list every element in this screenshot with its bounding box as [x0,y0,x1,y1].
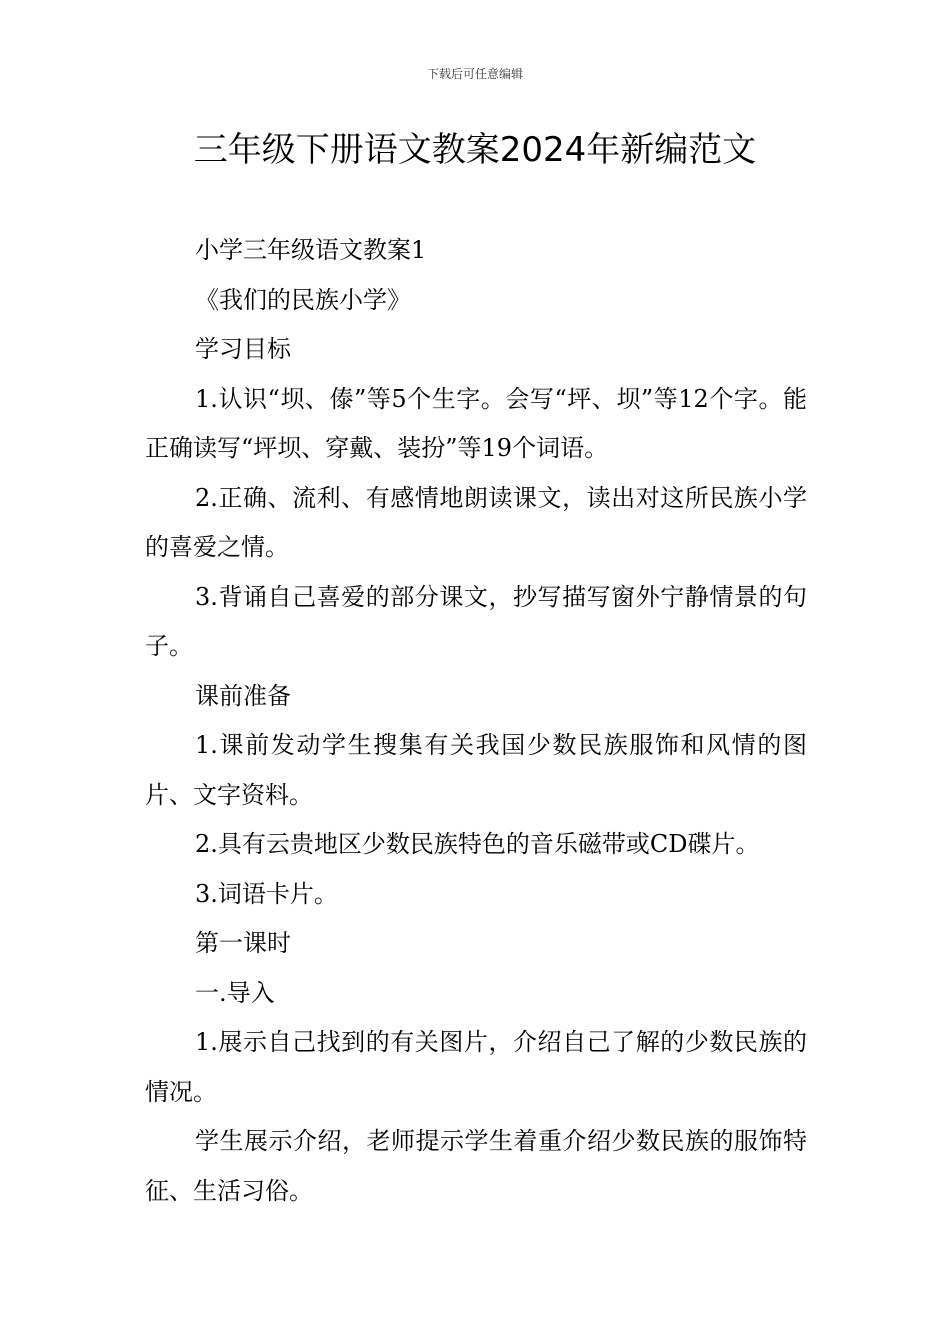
heading-text-title: 《我们的民族小学》 [195,285,411,314]
goal-item-3: 3.背诵自己喜爱的部分课文，抄写描写窗外宁静情景的句子。 [145,582,807,660]
heading-first-lesson: 第一课时 [195,929,291,957]
document-title: 三年级下册语文教案2024年新编范文 [193,130,757,170]
prep-item-2: 2.具有云贵地区少数民族特色的音乐磁带或CD碟片。 [195,830,760,858]
heading-learning-goals: 学习目标 [195,335,291,363]
document-body [145,226,807,1216]
prep-item-3: 3.词语卡片。 [195,879,338,908]
heading-introduction: 一.导入 [195,978,275,1007]
prep-item-1: 1.课前发动学生搜集有关我国少数民族服饰和风情的图片、文字资料。 [145,731,807,809]
header-note: 下载后可任意编辑 [426,67,523,81]
goal-item-1: 1.认识“坝、傣”等5个生字。会写“坪、坝”等12个字。能正确读写“坪坝、穿戴、装扮”等19个词语。 [145,384,807,462]
heading-preparation: 课前准备 [195,681,291,710]
intro-paragraph: 学生展示介绍，老师提示学生着重介绍少数民族的服饰特征、生活习俗。 [145,1127,807,1205]
intro-item-1: 1.展示自己找到的有关图片，介绍自己了解的少数民族的情况。 [145,1028,807,1106]
goal-item-2: 2.正确、流利、有感情地朗读课文，读出对这所民族小学的喜爱之情。 [145,483,807,561]
heading-lesson-plan-1: 小学三年级语文教案1 [195,236,427,264]
